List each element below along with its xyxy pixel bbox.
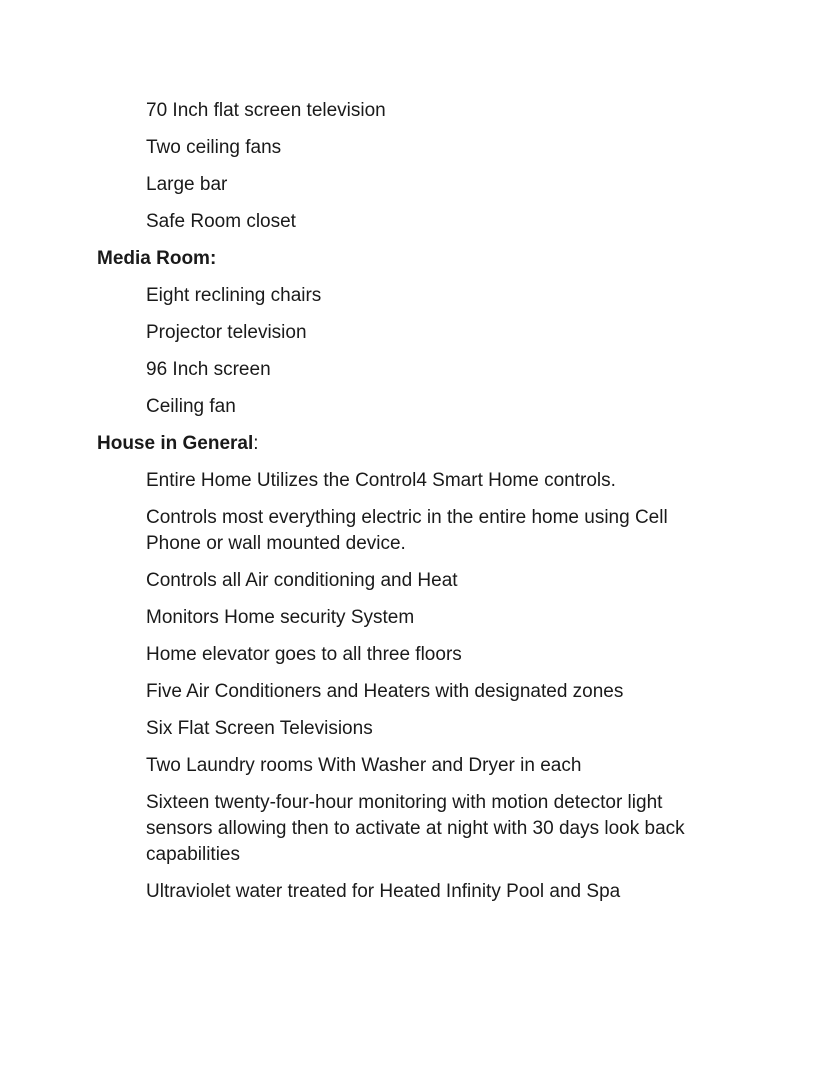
section-heading-house-in-general	[97, 431, 765, 457]
list-item	[146, 172, 765, 198]
list-item	[146, 283, 765, 309]
list-item	[146, 209, 765, 235]
list-item	[146, 753, 765, 779]
list-item-text: Five Air Conditioners and Heaters with designated zones	[146, 681, 624, 702]
list-item	[146, 879, 765, 905]
list-item	[146, 716, 765, 742]
list-item-text: Two ceiling fans	[146, 137, 282, 158]
list-item-text: capabilities	[146, 844, 240, 865]
list-item	[146, 790, 765, 868]
list-item-text: Sixteen twenty-four-hour monitoring with motion detector light	[146, 792, 663, 813]
list-item-text: Phone or wall mounted device.	[146, 533, 406, 554]
list-item-text: Controls most everything electric in the entire home using Cell	[146, 507, 668, 528]
list-item-text: Eight reclining chairs	[146, 285, 322, 306]
list-item-text: Ceiling fan	[146, 396, 236, 417]
section-heading-suffix: :	[253, 433, 259, 454]
list-item	[146, 505, 765, 557]
section-heading-text: Media Room:	[97, 248, 217, 269]
list-item	[146, 394, 765, 420]
list-item-text: Entire Home Utilizes the Control4 Smart Home controls.	[146, 470, 616, 491]
list-item-text: 96 Inch screen	[146, 359, 271, 380]
list-item-text: Two Laundry rooms With Washer and Dryer in each	[146, 755, 582, 776]
list-item-text: sensors allowing then to activate at night with 30 days look back	[146, 818, 685, 839]
section-heading-text: House in General	[97, 433, 254, 454]
list-item	[146, 468, 765, 494]
list-item-text: Six Flat Screen Televisions	[146, 718, 373, 739]
list-item	[146, 642, 765, 668]
list-item	[146, 135, 765, 161]
list-item-text: Projector television	[146, 322, 307, 343]
list-item-text: 70 Inch flat screen television	[146, 100, 386, 121]
list-item-text: Controls all Air conditioning and Heat	[146, 570, 458, 591]
list-item-text: Home elevator goes to all three floors	[146, 644, 462, 665]
list-item	[146, 679, 765, 705]
list-item-text: Large bar	[146, 174, 228, 195]
list-item	[146, 568, 765, 594]
section-heading-media-room	[97, 246, 765, 272]
list-item-text: Safe Room closet	[146, 211, 296, 232]
list-item-text: Monitors Home security System	[146, 607, 415, 628]
list-item-text: Ultraviolet water treated for Heated Infinity Pool and Spa	[146, 881, 621, 902]
list-item	[146, 98, 765, 124]
list-item	[146, 320, 765, 346]
list-item	[146, 357, 765, 383]
list-item	[146, 605, 765, 631]
